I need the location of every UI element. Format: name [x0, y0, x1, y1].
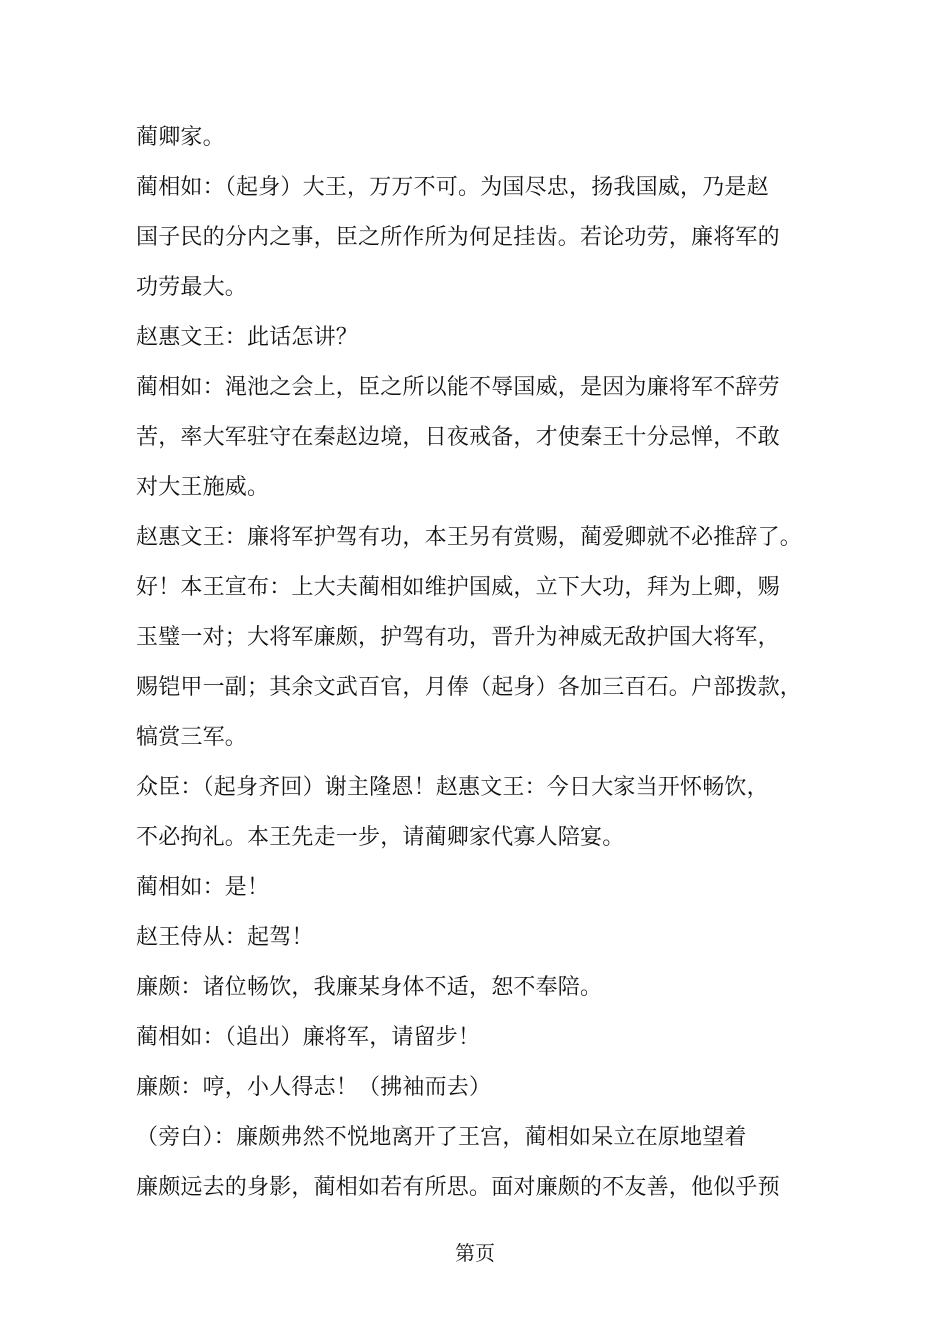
text-line: 廉颇：哼，小人得志！（拂袖而去） [136, 1075, 492, 1100]
text-line: 蔺相如：是！ [136, 875, 270, 900]
text-line: 蔺相如：渑池之会上，臣之所以能不辱国威，是因为廉将军不辞劳 [136, 375, 780, 400]
text-line: 苦，率大军驻守在秦赵边境，日夜戒备，才使秦王十分忌惮，不敢 [136, 425, 780, 450]
text-line: （旁白）：廉颇弗然不悦地离开了王宫，蔺相如呆立在原地望着 [136, 1125, 747, 1150]
page-number-footer: 第页 [455, 1241, 495, 1265]
text-line: 赐铠甲一副；其余文武百官，月俸（起身）各加三百石。户部拨款， [136, 675, 803, 700]
text-line: 对大王施威。 [136, 475, 270, 500]
text-line: 好！本王宣布：上大夫蔺相如维护国威，立下大功，拜为上卿，赐 [136, 575, 780, 600]
text-line: 众臣：（起身齐回）谢主隆恩！赵惠文王：今日大家当开怀畅饮， [136, 775, 769, 800]
text-line: 赵惠文王：此话怎讲？ [136, 325, 359, 350]
text-line: 犒赏三军。 [136, 725, 248, 750]
text-line: 蔺相如：（起身）大王，万万不可。为国尽忠，扬我国威，乃是赵 [136, 175, 769, 200]
text-line: 功劳最大。 [136, 275, 248, 300]
script-body [136, 113, 836, 1213]
text-line: 赵王侍从：起驾！ [136, 925, 314, 950]
text-line: 赵惠文王：廉将军护驾有功，本王另有赏赐，蔺爱卿就不必推辞了。 [136, 525, 803, 550]
text-line: 蔺卿家。 [136, 125, 225, 150]
text-line: 廉颇：诸位畅饮，我廉某身体不适，恕不奉陪。 [136, 975, 603, 1000]
text-line: 国子民的分内之事，臣之所作所为何足挂齿。若论功劳，廉将军的 [136, 225, 780, 250]
text-line: 玉璧一对；大将军廉颇，护驾有功，晋升为神威无敌护国大将军， [136, 625, 780, 650]
text-line: 不必拘礼。本王先走一步，请蔺卿家代寡人陪宴。 [136, 825, 625, 850]
text-line: 廉颇远去的身影，蔺相如若有所思。面对廉颇的不友善，他似乎预 [136, 1175, 780, 1200]
text-line: 蔺相如：（追出）廉将军，请留步！ [136, 1025, 481, 1050]
